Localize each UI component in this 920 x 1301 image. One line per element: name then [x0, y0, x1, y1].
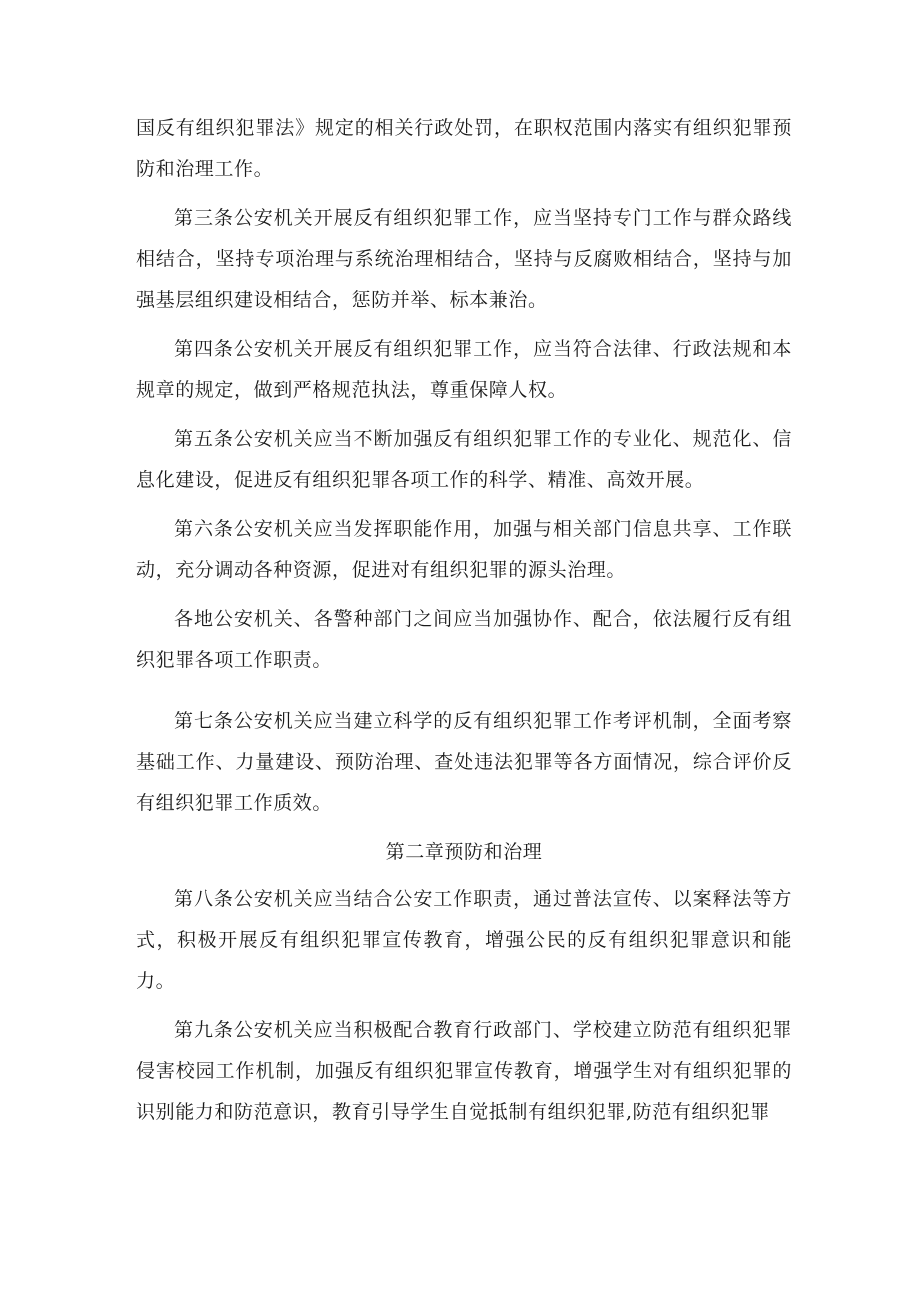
paragraph-article-3: 第三条公安机关开展反有组织犯罪工作，应当坚持专门工作与群众路线相结合，坚持专项治理与系统治理相结合，坚持与反腐败相结合，坚持与加强基层组织建设相结合，惩防并举、标本兼治。: [136, 207, 792, 311]
paragraph-article-8: 第八条公安机关应当结合公安工作职责，通过普法宣传、以案释法等方式，积极开展反有组织犯罪宣传教育，增强公民的反有组织犯罪意识和能力。: [136, 888, 792, 992]
paragraph-article-9: 第九条公安机关应当积极配合教育行政部门、学校建立防范有组织犯罪侵害校园工作机制，加强反有组织犯罪宣传教育，增强学生对有组织犯罪的识别能力和防范意识，教育引导学生自觉抵制有组织犯罪,防范有组织犯罪: [136, 1019, 792, 1123]
paragraph-article-4: 第四条公安机关开展反有组织犯罪工作，应当符合法律、行政法规和本规章的规定，做到严格规范执法，尊重保障人权。: [136, 338, 792, 401]
paragraph-continuation: 国反有组织犯罪法》规定的相关行政处罚，在职权范围内落实有组织犯罪预防和治理工作。: [136, 117, 792, 180]
paragraph-article-6: 第六条公安机关应当发挥职能作用，加强与相关部门信息共享、工作联动，充分调动各种资源，促进对有组织犯罪的源头治理。: [136, 518, 792, 581]
paragraph-article-5: 第五条公安机关应当不断加强反有组织犯罪工作的专业化、规范化、信息化建设，促进反有组织犯罪各项工作的科学、精准、高效开展。: [136, 428, 792, 491]
chapter-heading: 第二章预防和治理: [385, 841, 543, 863]
document-page: [136, 108, 792, 1141]
paragraph-article-6-part-2: 各地公安机关、各警种部门之间应当加强协作、配合，依法履行反有组织犯罪各项工作职责。: [136, 608, 792, 671]
paragraph-article-7: 第七条公安机关应当建立科学的反有组织犯罪工作考评机制，全面考察基础工作、力量建设、预防治理、查处违法犯罪等各方面情况，综合评价反有组织犯罪工作质效。: [136, 710, 792, 814]
